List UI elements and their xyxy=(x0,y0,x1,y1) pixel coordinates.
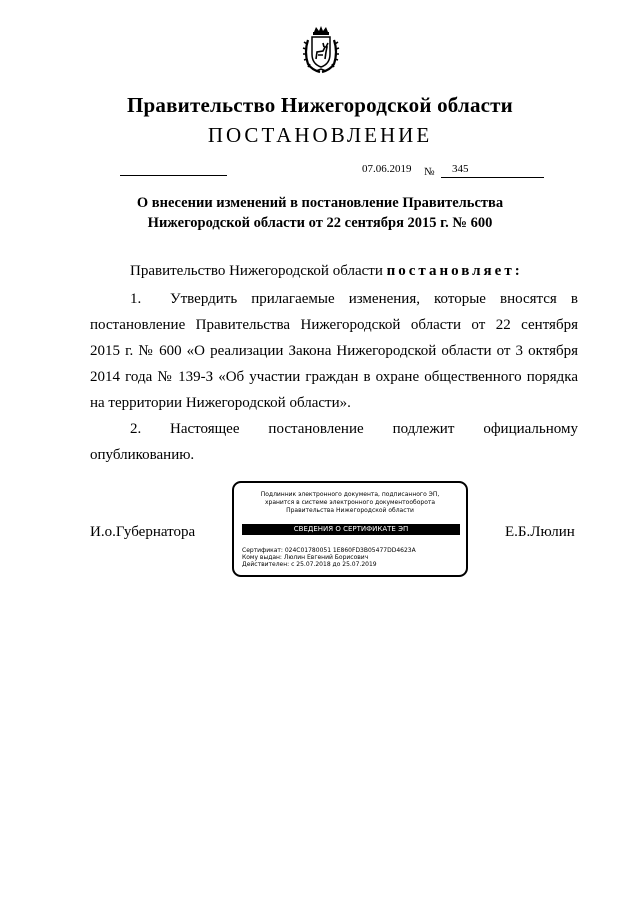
item1-word: Утвердить xyxy=(170,291,238,307)
item2-word: постановление xyxy=(268,421,364,437)
item1-word: которые xyxy=(434,291,486,307)
document-date: 07.06.2019 xyxy=(362,163,412,175)
preamble-prefix: Правительство Нижегородской области xyxy=(130,263,383,279)
item2-word: подлежит xyxy=(392,421,455,437)
date-blank-line xyxy=(120,175,227,176)
item2-line1 xyxy=(170,421,578,438)
item1-line5: на территории Нижегородской области». xyxy=(90,395,351,411)
certificate-validity: Действителен: с 25.07.2018 до 25.07.2019 xyxy=(242,561,377,568)
item1-word: изменения, xyxy=(348,291,420,307)
subject-line-2: Нижегородской области от 22 сентября 2015 г. № 600 xyxy=(147,215,493,231)
subject-line-1: О внесении изменений в постановление Правительства xyxy=(136,195,504,211)
item1-word: прилагаемые xyxy=(251,291,335,307)
preamble xyxy=(130,263,523,280)
stamp-note-line: хранится в системе электронного документооборота xyxy=(264,499,436,506)
signatory-name: Е.Б.Люлин xyxy=(505,524,575,540)
certificate-details xyxy=(242,547,416,568)
stamp-note-line: Правительства Нижегородской области xyxy=(286,507,414,514)
number-sign: № xyxy=(424,166,435,178)
certificate-owner: Кому выдан: Люлин Евгений Борисович xyxy=(242,554,369,561)
item1-line2: постановление Правительства Нижегородской области от 22 сентября xyxy=(90,317,578,333)
certificate-serial: Сертификат: 024C01780051 1E860FD3B05477DD4623A xyxy=(242,547,416,554)
certificate-info-band: СВЕДЕНИЯ О СЕРТИФИКАТЕ ЭП xyxy=(242,524,460,535)
document-number-field xyxy=(441,163,544,178)
document-subject xyxy=(60,193,580,233)
item1-line4: 2014 года № 139-З «Об участии граждан в охране общественного порядка xyxy=(90,369,578,385)
item1-line1 xyxy=(170,291,578,308)
document-type: ПОСТАНОВЛЕНИЕ xyxy=(207,123,433,147)
item1-word: в xyxy=(570,291,578,307)
item1-line3: 2015 г. № 600 «О реализации Закона Нижегородской области от 3 октября xyxy=(90,343,578,359)
item2-line2: опубликованию. xyxy=(90,447,195,463)
item2-word: Настоящее xyxy=(170,421,240,437)
organization-title: Правительство Нижегородской области xyxy=(127,93,513,117)
stamp-note-line: Подлинник электронного документа, подписанного ЭП, xyxy=(260,491,440,498)
item1-word: вносятся xyxy=(499,291,557,307)
item2-word: официальному xyxy=(483,421,578,437)
document-number: 345 xyxy=(452,163,469,175)
electronic-signature-stamp xyxy=(232,481,468,577)
signatory-position: И.о.Губернатора xyxy=(90,524,196,540)
stamp-note xyxy=(234,491,466,515)
item1-number: 1. xyxy=(130,291,142,307)
item2-number: 2. xyxy=(130,421,142,437)
preamble-action: постановляет: xyxy=(386,263,523,279)
coat-of-arms-icon xyxy=(302,26,340,74)
